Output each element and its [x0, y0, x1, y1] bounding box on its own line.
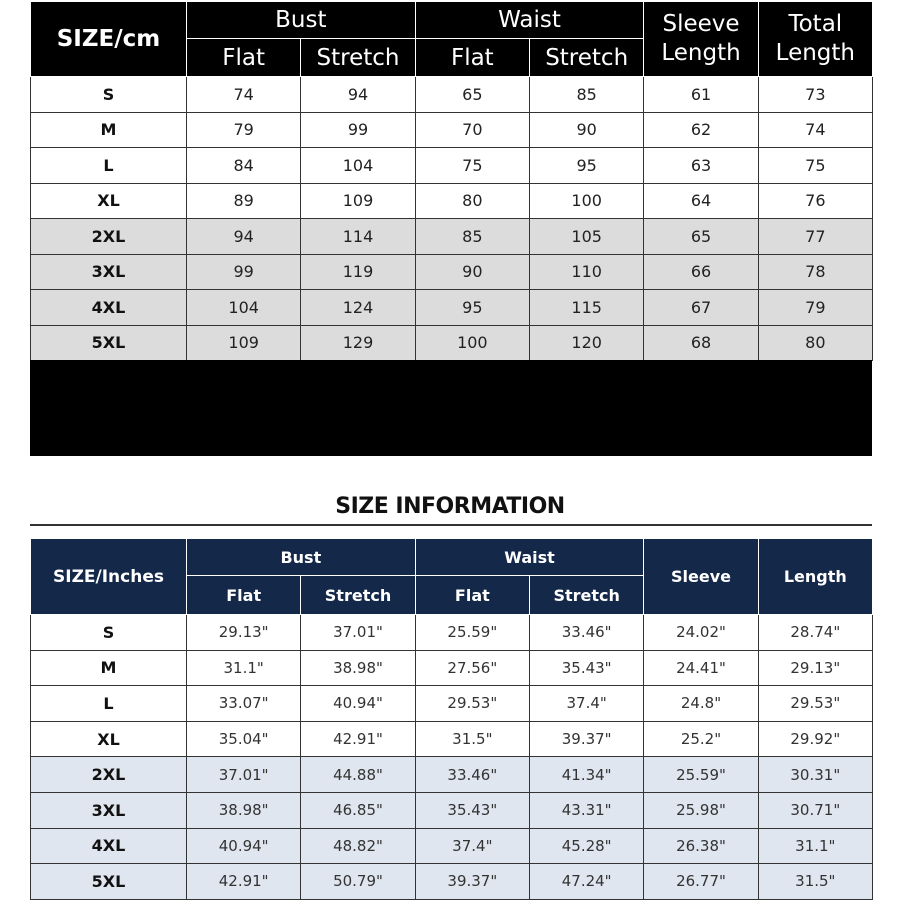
sleeve-header: Sleeve: [644, 539, 758, 615]
table-cell: 26.38": [644, 828, 758, 864]
table-cell: 37.4": [530, 686, 644, 722]
table-cell: 24.8": [644, 686, 758, 722]
size-label: 3XL: [31, 792, 187, 828]
waist-header: Waist: [415, 539, 644, 576]
table-row: [31, 792, 873, 828]
table-cell: 94: [187, 219, 301, 255]
length-header: Length: [758, 539, 872, 615]
table-row: [31, 721, 873, 757]
table-cell: 29.53": [758, 686, 872, 722]
table-cell: 37.4": [415, 828, 529, 864]
table-cell: 31.1": [187, 650, 301, 686]
size-label: 2XL: [31, 757, 187, 793]
table-cell: 80: [758, 325, 872, 361]
bust-stretch-header: Stretch: [301, 39, 415, 77]
table-cell: 109: [187, 325, 301, 361]
table-cell: 104: [187, 290, 301, 326]
table-cell: 100: [415, 325, 529, 361]
table-cell: 114: [301, 219, 415, 255]
table-row: [31, 325, 873, 361]
table-cell: 120: [530, 325, 644, 361]
table-cell: 105: [530, 219, 644, 255]
table-row: [31, 615, 873, 651]
table-row: [31, 254, 873, 290]
table-cell: 84: [187, 148, 301, 184]
table-cell: 65: [644, 219, 758, 255]
total-header-line1: Total: [788, 11, 843, 37]
size-label: S: [31, 77, 187, 113]
table-cell: 62: [644, 112, 758, 148]
waist-stretch-header: Stretch: [530, 39, 644, 77]
table-row: [31, 219, 873, 255]
size-table-inches: [30, 538, 873, 900]
table-cell: 42.91": [187, 864, 301, 900]
page-title: SIZE INFORMATION: [335, 494, 565, 519]
table-cell: 33.07": [187, 686, 301, 722]
table-cell: 24.02": [644, 615, 758, 651]
table-cell: 42.91": [301, 721, 415, 757]
size-label: L: [31, 686, 187, 722]
table-cell: 89: [187, 183, 301, 219]
table-cell: 24.41": [644, 650, 758, 686]
table-cell: 110: [530, 254, 644, 290]
table-cell: 80: [415, 183, 529, 219]
table-cell: 95: [530, 148, 644, 184]
table-cell: 47.24": [530, 864, 644, 900]
table-cell: 78: [758, 254, 872, 290]
size-label: S: [31, 615, 187, 651]
table-cell: 104: [301, 148, 415, 184]
table-cell: 35.04": [187, 721, 301, 757]
cm-table-body: [31, 77, 873, 361]
table-cell: 25.59": [644, 757, 758, 793]
table-cell: 75: [415, 148, 529, 184]
table-cell: 70: [415, 112, 529, 148]
table-cell: 40.94": [301, 686, 415, 722]
bust-header: Bust: [187, 539, 416, 576]
table-cell: 38.98": [301, 650, 415, 686]
table-cell: 85: [530, 77, 644, 113]
table-cell: 74: [187, 77, 301, 113]
size-label: XL: [31, 721, 187, 757]
table-cell: 30.31": [758, 757, 872, 793]
table-row: [31, 686, 873, 722]
waist-stretch-header: Stretch: [530, 576, 644, 615]
table-cell: 28.74": [758, 615, 872, 651]
table-cell: 90: [530, 112, 644, 148]
bust-header: Bust: [187, 2, 416, 39]
size-label: 5XL: [31, 325, 187, 361]
table-cell: 33.46": [530, 615, 644, 651]
table-cell: 29.53": [415, 686, 529, 722]
bust-flat-header: Flat: [187, 39, 301, 77]
table-cell: 25.2": [644, 721, 758, 757]
sleeve-header-line1: Sleeve: [662, 11, 740, 37]
table-cell: 39.37": [530, 721, 644, 757]
table-cell: 129: [301, 325, 415, 361]
table-cell: 26.77": [644, 864, 758, 900]
size-inches-header: SIZE/Inches: [31, 539, 187, 615]
table-cell: 66: [644, 254, 758, 290]
size-label: 5XL: [31, 864, 187, 900]
table-cell: 67: [644, 290, 758, 326]
size-label: 2XL: [31, 219, 187, 255]
size-label: M: [31, 112, 187, 148]
size-label: 4XL: [31, 290, 187, 326]
table-cell: 44.88": [301, 757, 415, 793]
table-cell: 30.71": [758, 792, 872, 828]
table-cell: 29.92": [758, 721, 872, 757]
sleeve-length-header: [644, 2, 758, 77]
waist-flat-header: Flat: [415, 39, 529, 77]
table-row: [31, 148, 873, 184]
table-cell: 45.28": [530, 828, 644, 864]
table-cell: 39.37": [415, 864, 529, 900]
table-row: [31, 650, 873, 686]
table-cell: 85: [415, 219, 529, 255]
title-divider: [30, 524, 872, 526]
table-cell: 48.82": [301, 828, 415, 864]
table-cell: 94: [301, 77, 415, 113]
table-cell: 76: [758, 183, 872, 219]
inch-table-body: [31, 615, 873, 900]
size-label: L: [31, 148, 187, 184]
size-cm-header: SIZE/cm: [31, 2, 187, 77]
table-cell: 38.98": [187, 792, 301, 828]
total-length-header: [758, 2, 872, 77]
table-row: [31, 183, 873, 219]
table-cell: 46.85": [301, 792, 415, 828]
table-cell: 41.34": [530, 757, 644, 793]
table-row: [31, 828, 873, 864]
table-cell: 99: [301, 112, 415, 148]
table-cell: 95: [415, 290, 529, 326]
table-cell: 124: [301, 290, 415, 326]
table-cell: 63: [644, 148, 758, 184]
table-cell: 35.43": [530, 650, 644, 686]
table-cell: 43.31": [530, 792, 644, 828]
size-table-cm: [30, 1, 873, 361]
total-header-line2: Length: [775, 40, 855, 66]
waist-flat-header: Flat: [415, 576, 529, 615]
table-cell: 29.13": [758, 650, 872, 686]
table-cell: 25.59": [415, 615, 529, 651]
bust-flat-header: Flat: [187, 576, 301, 615]
black-band: [30, 360, 872, 456]
table-cell: 74: [758, 112, 872, 148]
bust-stretch-header: Stretch: [301, 576, 415, 615]
table-cell: 109: [301, 183, 415, 219]
table-cell: 65: [415, 77, 529, 113]
table-cell: 77: [758, 219, 872, 255]
table-cell: 79: [758, 290, 872, 326]
table-row: [31, 757, 873, 793]
waist-header: Waist: [415, 2, 644, 39]
table-cell: 115: [530, 290, 644, 326]
table-cell: 37.01": [301, 615, 415, 651]
table-cell: 27.56": [415, 650, 529, 686]
table-cell: 29.13": [187, 615, 301, 651]
size-label: 4XL: [31, 828, 187, 864]
size-label: XL: [31, 183, 187, 219]
table-cell: 37.01": [187, 757, 301, 793]
table-row: [31, 112, 873, 148]
table-cell: 35.43": [415, 792, 529, 828]
table-cell: 50.79": [301, 864, 415, 900]
table-cell: 73: [758, 77, 872, 113]
table-cell: 119: [301, 254, 415, 290]
table-cell: 79: [187, 112, 301, 148]
sleeve-header-line2: Length: [661, 40, 741, 66]
table-cell: 25.98": [644, 792, 758, 828]
table-cell: 99: [187, 254, 301, 290]
table-cell: 75: [758, 148, 872, 184]
table-cell: 90: [415, 254, 529, 290]
table-cell: 31.5": [758, 864, 872, 900]
table-row: [31, 290, 873, 326]
table-cell: 33.46": [415, 757, 529, 793]
table-cell: 64: [644, 183, 758, 219]
table-row: [31, 77, 873, 113]
table-row: [31, 864, 873, 900]
size-label: 3XL: [31, 254, 187, 290]
table-cell: 61: [644, 77, 758, 113]
table-cell: 100: [530, 183, 644, 219]
table-cell: 31.5": [415, 721, 529, 757]
table-cell: 40.94": [187, 828, 301, 864]
table-cell: 31.1": [758, 828, 872, 864]
table-cell: 68: [644, 325, 758, 361]
size-label: M: [31, 650, 187, 686]
